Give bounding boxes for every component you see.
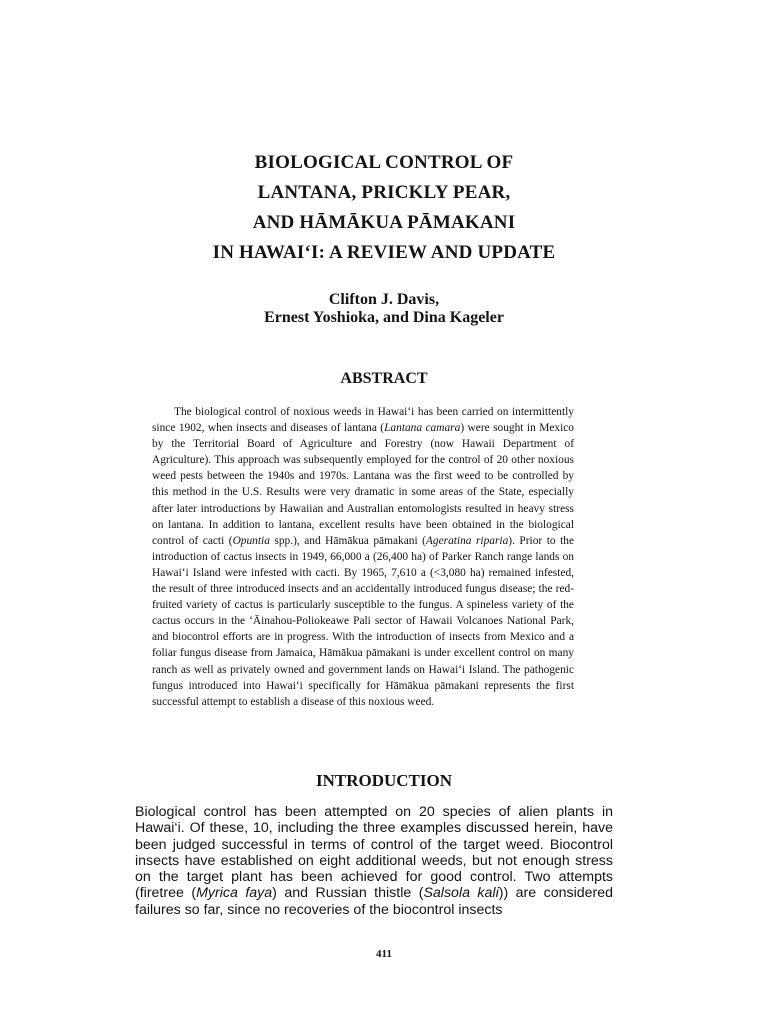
abstract-species-name: Ageratina riparia [425,534,509,547]
abstract-text: The biological control of noxious weeds in Hawai‘i has been carried on intermittently since 1902, when insects and diseases of lantana ( [152,406,574,435]
intro-species-name: Myrica faya [196,885,273,902]
title-line: BIOLOGICAL CONTROL OF [254,152,514,173]
intro-species-name: Salsola kali [423,885,499,902]
abstract-text: spp.), and Hāmākua pāmakani ( [269,534,426,547]
intro-text: )) are considered failures so far, since no recoveries of the biocontrol insects [135,885,614,918]
abstract-text: ) were sought in Mexico by the Territorial Board of Agriculture and Forestry (now Hawaii Department of Agriculture). This approach was subsequently employed for the control of 20 other noxious weed pests between the 1940s and 1970s. Lantana was the first weed to be controlled by this method in the U.S. Results were very dramatic in some areas of the State, especially after later introductions by Hawaiian and Australian entomologists resulted in heavy stress on lantana. In addition to lantana, excellent results have been obtained in the biological control of cacti ( [152,422,574,547]
intro-text: ) and Russian thistle ( [272,885,424,902]
intro-text: Biological control has been attempted on 20 species of alien plants in Hawai‘i. Of these, 10, including the three examples discussed herein, have been judged successful in terms of control of the target weed. Biocontrol insects have established on eight additional weeds, but not enough stress on the target plant has been achieved for good control. Two attempts (firetree ( [135,804,613,902]
title-line: LANTANA, PRICKLY PEAR, [257,182,511,203]
author-list [0,291,768,327]
abstract-paragraph [152,404,574,710]
title-line: IN HAWAI‘I: A REVIEW AND UPDATE [212,242,556,263]
abstract-text: ). Prior to the introduction of cactus insects in 1949, 66,000 a (26,400 ha) of Parker Ranch range lands on Hawai‘i Island were infested with cacti. By 1965, 7,610 a (<3,080 ha) remained infested, the result of three introduced insects and an accidentally introduced fungus disease; the red-fruited variety of cactus is particularly susceptible to the fungus. A spineless variety of the cactus occurs in the ‘Āinahou-Poliokeawe Pali sector of Hawaii Volcanoes National Park, and biocontrol efforts are in progress. With the introduction of insects from Mexico and a foliar fungus disease from Jamaica, Hāmākua pāmakani is under excellent control on many ranch as well as privately owned and government lands on Hawai‘i Island. The pathogenic fungus introduced into Hawai‘i specifically for Hāmākua pāmakani represents the first successful attempt to establish a disease of this noxious weed. [152,534,574,708]
paper-title [0,148,768,268]
title-line: AND HĀMĀKUA PĀMAKANI [252,212,516,233]
abstract-species-name: Lantana camara [384,422,461,435]
abstract-species-name: Opuntia [232,534,270,547]
author-line: Clifton J. Davis, [328,291,440,308]
introduction-heading: INTRODUCTION [315,771,453,790]
abstract-heading: ABSTRACT [340,370,428,387]
author-line: Ernest Yoshioka, and Dina Kageler [264,309,504,326]
introduction-paragraph [135,804,613,918]
page-number: 411 [376,948,392,960]
